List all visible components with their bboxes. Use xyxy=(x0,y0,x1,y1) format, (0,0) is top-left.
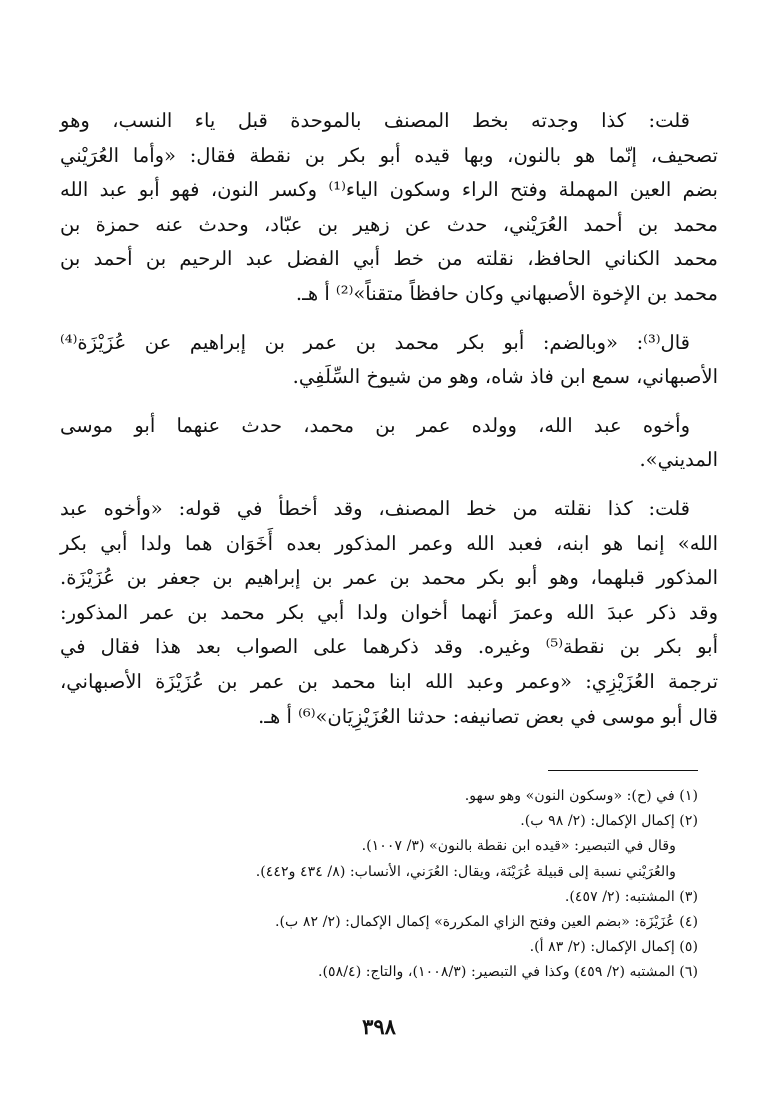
text-line: قلت: كذا نقلته من خط المصنف، وقد أخطأ في قوله: «وأخوه عبد xyxy=(60,496,690,520)
text-line: قال⁽³⁾: «وبالضم: أبو بكر محمد بن عمر بن إبراهيم عن عُزَيْزَة⁽⁴⁾ xyxy=(60,330,690,354)
footnote-line: وقال في التبصير: «قيده ابن نقطة بالنون» (٣/ ١٠٠٧). xyxy=(361,838,676,855)
text-line: محمد الكناني الحافظ، نقلته من خط أبي الفضل عبد الرحيم بن أحمد بن xyxy=(60,247,718,271)
text-line: أبو بكر بن نقطة⁽⁵⁾ وغيره. وقد ذكرهما على الصواب بعد هذا فقال في xyxy=(60,635,718,659)
footnote-line: (١) في (ح): «وسكون النون» وهو سهو. xyxy=(464,788,698,804)
page-number: ٣٩٨ xyxy=(362,1014,396,1039)
main-text xyxy=(60,104,718,748)
footnote-line: (٤) عُزَيْزَة: «بضم العين وفتح الزاي المكررة» إكمال الإكمال: (٢/ ٨٢ ب). xyxy=(274,914,698,931)
text-line: الله» إنما هو ابنه، فعبد الله وعمر المذكور بعده أَخَوَان هما ولدا أبي بكر xyxy=(60,531,718,555)
paragraph-3 xyxy=(60,409,718,478)
text-line: المديني». xyxy=(639,448,718,472)
footnote-line: (٣) المشتبه: (٢/ ٤٥٧). xyxy=(564,888,698,905)
footnote-line: (٦) المشتبه (٢/ ٤٥٩) وكذا في التبصير: (١٠٠٨/٣)، والتاج: (٥٨/٤). xyxy=(317,964,698,981)
text-line: قلت: كذا وجدته بخط المصنف بالموحدة قبل ياء النسب، وهو xyxy=(60,109,690,132)
text-line: الأصبهاني، سمع ابن فاذ شاه، وهو من شيوخ السِّلَفِي. xyxy=(292,365,718,389)
text-line: محمد بن الإخوة الأصبهاني وكان حافظاً متقناً»⁽²⁾ أ هـ. xyxy=(295,281,718,305)
paragraph-4 xyxy=(60,492,718,734)
paragraph-1 xyxy=(60,104,718,312)
text-line: وأخوه عبد الله، وولده عمر بن محمد، حدث عنهما أبو موسى xyxy=(60,413,690,437)
text-line: محمد بن أحمد العُرَيْني، حدث عن زهير بن عبّاد، وحدث عنه حمزة بن xyxy=(60,212,718,236)
text-line: ترجمة العُزَيْزِي: «وعمر وعبد الله ابنا محمد بن عمر بن عُزَيْزَة الأصبهاني، xyxy=(60,669,718,693)
paragraph-2 xyxy=(60,326,718,395)
footnote-divider xyxy=(548,770,698,771)
text-line: تصحيف، إنّما هو بالنون، وبها قيده أبو بكر بن نقطة فقال: «وأما العُرَيْني xyxy=(60,143,718,167)
footnote-line: (٥) إكمال الإكمال: (٢/ ٨٣ أ). xyxy=(529,939,698,956)
footnotes xyxy=(178,784,698,986)
footnote-line: والعُرَيْني نسبة إلى قبيلة عُرَيْنَة، ويقال: العُرَني، الأنساب: (٨/ ٤٣٤ و٤٤٢). xyxy=(255,863,676,880)
text-line: وقد ذكر عبدَ الله وعمرَ أنهما أخوان ولدا أبي بكر محمد بن عمر المذكور: xyxy=(60,600,718,624)
text-line: المذكور قبلهما، وهو أبو بكر محمد بن عمر بن إبراهيم بن جعفر بن عُزَيْزَة. xyxy=(60,566,718,590)
footnote-line: (٢) إكمال الإكمال: (٢/ ٩٨ ب). xyxy=(520,813,698,830)
text-line: قال أبو موسى في بعض تصانيفه: حدثنا العُزَيْزِيَان»⁽⁶⁾ أ هـ. xyxy=(258,704,718,728)
text-line: بضم العين المهملة وفتح الراء وسكون الياء⁽¹⁾ وكسر النون، فهو أبو عبد الله xyxy=(60,178,718,202)
